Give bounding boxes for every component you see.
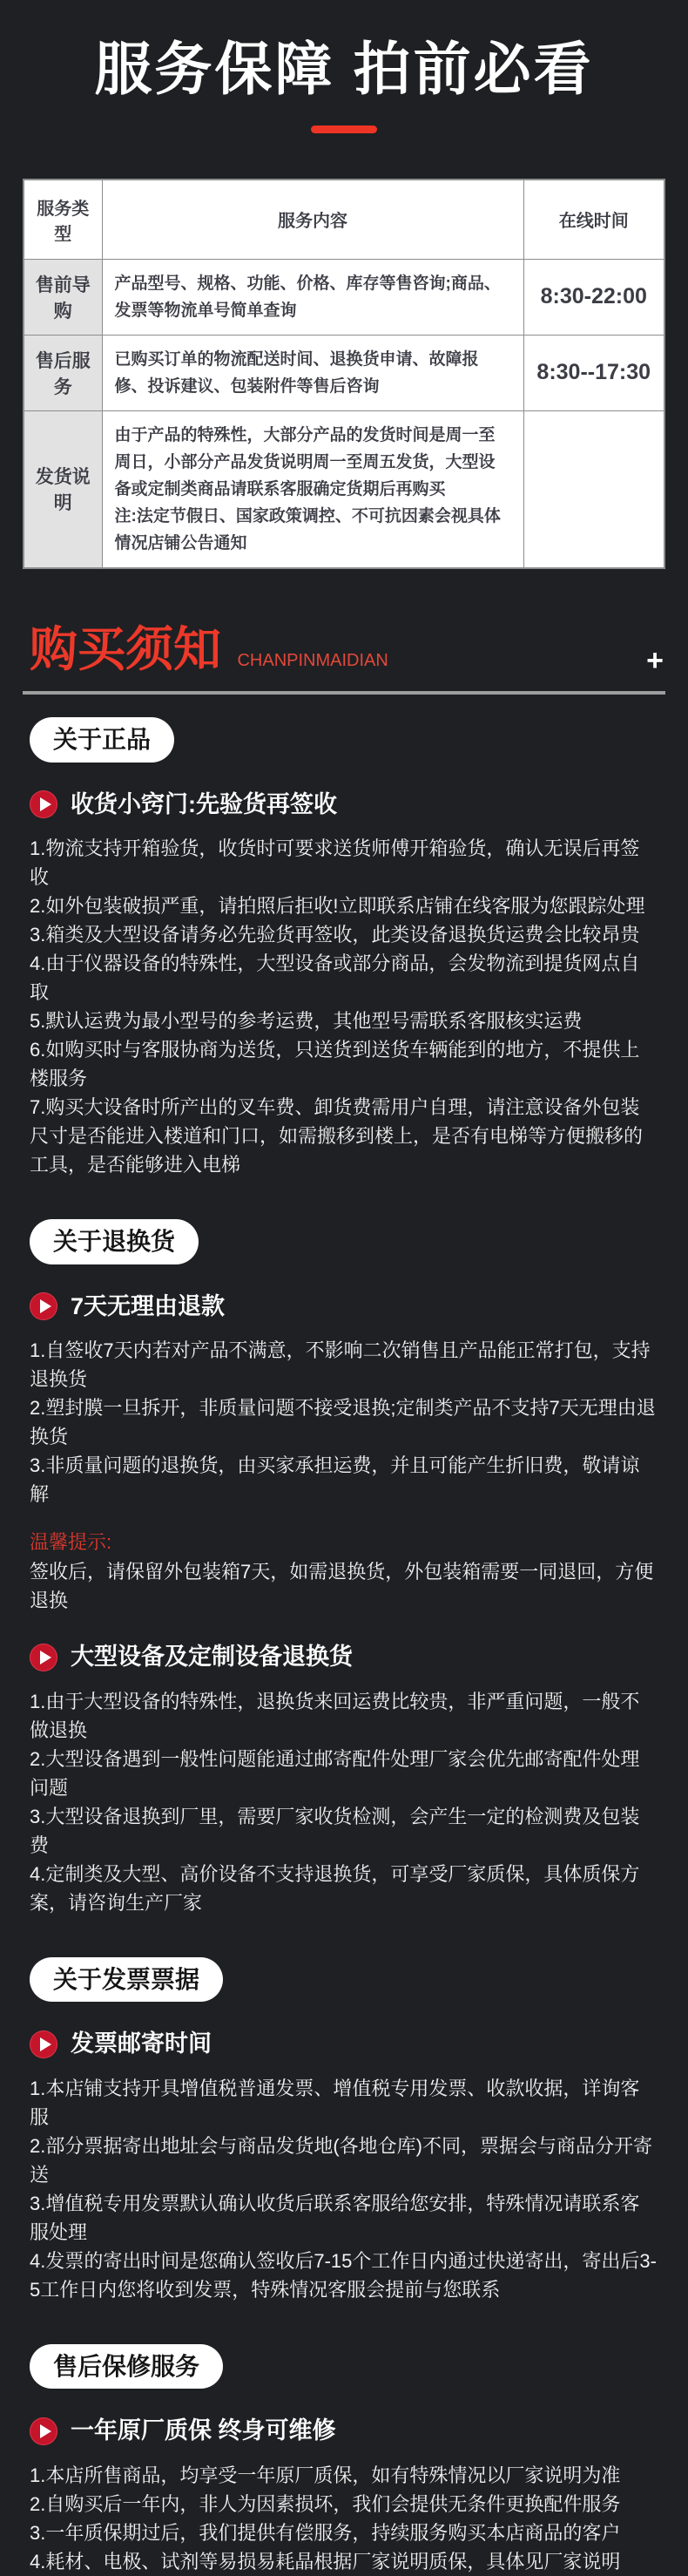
purchase-notice-header [23,623,665,695]
notice-item: 3.大型设备退换到厂里，需要厂家收货检测，会产生一定的检测费及包装费 [30,1805,640,1856]
notice-list [30,2461,658,2576]
warm-tip-label: 温馨提示: [30,1531,112,1554]
notice-item: 4.耗材、电极、试剂等易损易耗晶根据厂家说明质保，具体见厂家说明 [30,2550,621,2573]
play-triangle-icon [40,1299,51,1313]
notice-item: 3.非质量问题的退换货，由买家承担运费，并且可能产生折旧费，敬请谅解 [30,1454,640,1506]
column-header-online-time: 在线时间 [523,180,664,260]
table-row-aftersale [24,335,664,410]
row-time: 8:30--17:30 [523,335,664,410]
play-triangle-icon [40,2037,51,2051]
play-icon [30,1644,57,1671]
notice-item: 1.本店铺支持开具增值税普通发票、增值税专用发票、收款收据，详询客服 [30,2077,640,2128]
title-underline-bar [311,125,377,133]
notice-item: 3.一年质保期过后，我们提供有偿服务，持续服务购买本店商品的客户 [30,2521,621,2544]
notice-item: 1.由于大型设备的特殊性，退换货来回运费比较贵，非严重问题，一般不做退换 [30,1690,640,1741]
row-label: 发货说明 [24,410,102,568]
shipping-content: 由于产品的特殊性，大部分产品的发货时间是周一至周日，小部分产品发货说明周一至周五发货，大型设备或定制类商品请联系客服确定货期后再购买 [114,425,496,498]
row-label: 售后服务 [24,335,102,410]
notice-item: 1.本店所售商品，均享受一年原厂质保，如有特殊情况以厂家说明为准 [30,2464,621,2486]
notice-item: 5.默认运费为最小型号的参考运费，其他型号需联系客服核实运费 [30,1010,583,1033]
notice-item: 1.物流支持开箱验货，收货时可要求送货师傅开箱验货，确认无误后再签收 [30,837,640,889]
table-row-shipping [24,410,664,568]
play-icon [30,790,57,818]
notice-item: 7.购买大设备时所产出的叉车费、卸货费需用户自理，请注意设备外包装尺寸是否能进入楼道和门口，如需搬移到楼上，是否有电梯等方便搬移的工具，是否能够进入电梯 [30,1096,644,1176]
purchase-notice-title: 购买须知 [30,621,222,676]
subsection-title: 收货小窍门:先验货再签收 [71,790,337,817]
section-pill-authenticity: 关于正品 [30,717,174,763]
play-triangle-icon [40,797,51,811]
plus-icon: + [646,643,664,677]
row-time [523,410,664,568]
notice-item: 6.如购买时与客服协商为送货，只送货到送货车辆能到的地方，不提供上楼服务 [30,1039,640,1090]
section-pill-warranty: 售后保修服务 [30,2344,223,2390]
subsection-title: 发票邮寄时间 [71,2030,212,2057]
section-pill-invoice: 关于发票票据 [30,1957,223,2003]
notice-item: 4.定制类及大型、高价设备不支持退换货，可享受厂家质保，具体质保方案，请咨询生产厂家 [30,1862,640,1914]
hero-banner [0,0,688,133]
section-invoice [30,1957,658,2304]
subsection-title: 7天无理由退款 [71,1292,226,1319]
notice-item: 2.如外包装破损严重，请拍照后拒收!立即联系店铺在线客服为您跟踪处理 [30,895,645,918]
notice-item: 2.大型设备遇到一般性问题能通过邮寄配件处理厂家会优先邮寄配件处理问题 [30,1747,640,1799]
notice-item: 3.箱类及大型设备请务必先验货再签收，此类设备退换货运费会比较昂贵 [30,924,640,946]
notice-list [30,1687,658,1917]
row-content: 产品型号、规格、功能、价格、库存等售咨询;商品、发票等物流单号简单查询 [102,259,523,335]
section-pill-returns: 关于退换货 [30,1219,199,1264]
service-table [23,179,665,569]
notice-item: 2.部分票据寄出地址会与商品发货地(各地仓库)不同，票据会与商品分开寄送 [30,2134,653,2186]
section-authenticity [30,717,658,1179]
play-icon [30,2417,57,2445]
notice-list [30,834,658,1179]
subsection-title: 大型设备及定制设备退换货 [71,1644,353,1671]
table-row-presale [24,259,664,335]
purchase-notice-subtitle: CHANPINMAIDIAN [237,650,388,670]
notice-list [30,1336,658,1615]
notice-item: 3.增值税专用发票默认确认收货后联系客服给您安排，特殊情况请联系客服处理 [30,2192,640,2243]
notice-item: 4.发票的寄出时间是您确认签收后7-15个工作日内通过快递寄出，寄出后3-5工作日内您将收到发票，特殊情况客服会提前与您联系 [30,2249,657,2301]
warm-tip-text: 签收后，请保留外包装箱7天，如需退换货，外包装箱需要一同退回，方便退换 [30,1561,654,1612]
subsection-header [30,1292,658,1320]
column-header-service-content: 服务内容 [102,180,523,260]
notice-item: 4.由于仪器设备的特殊性，大型设备或部分商品，会发物流到提货网点自取 [30,952,640,1004]
notice-item: 1.自签收7天内若对产品不满意，不影响二次销售且产品能正常打包，支持退换货 [30,1339,651,1391]
play-icon [30,2030,57,2058]
notice-item: 2.塑封膜一旦拆开，非质量问题不接受退换;定制类产品不支持7天无理由退换货 [30,1397,656,1448]
column-header-service-type: 服务类型 [24,180,102,260]
notice-item: 2.自购买后一年内，非人为因素损坏，我们会提供无条件更换配件服务 [30,2492,621,2515]
play-triangle-icon [40,1651,51,1664]
row-time: 8:30-22:00 [523,259,664,335]
play-icon [30,1292,57,1320]
play-triangle-icon [40,2424,51,2438]
subsection-header [30,2030,658,2057]
shipping-note: 注:法定节假日、国家政策调控、不可抗因素会视具体情况店铺公告通知 [114,506,501,552]
subsection-header [30,790,658,818]
notice-list [30,2074,658,2304]
section-returns [30,1219,658,1916]
section-warranty [30,2344,658,2576]
subsection-header [30,1643,658,1671]
table-header-row [24,180,664,260]
row-content: 已购买订单的物流配送时间、退换货申请、故障报修、投诉建议、包装附件等售后咨询 [102,335,523,410]
row-label: 售前导购 [24,259,102,335]
subsection-title: 一年原厂质保 终身可维修 [71,2417,336,2444]
row-content [102,410,523,568]
service-table-wrap [23,179,665,569]
subsection-header [30,2417,658,2444]
page-title: 服务保障 拍前必看 [94,37,594,101]
